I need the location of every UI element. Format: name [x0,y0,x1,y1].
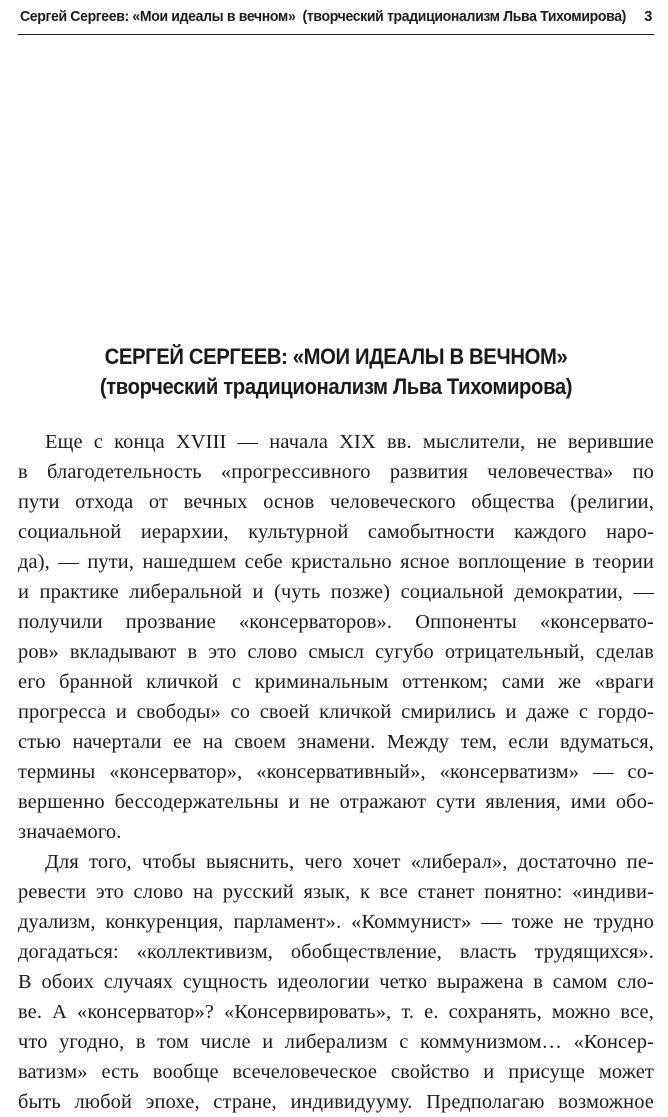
text-line: Для того, чтобы выяснить, чего хочет «либерал», достаточно пе- [45,851,654,873]
text-line: ве. А «консерватор»? «Консервировать», т. е. сохранять, можно все, [18,1001,654,1023]
text-line: быть любой эпохе, стране, индивидууму. Предполагаю возможное [18,1091,654,1113]
page-number: 3 [644,9,652,25]
text-line: получили прозвание «консерваторов». Оппоненты «консервато- [18,611,654,633]
text-line: значаемого. [18,821,122,843]
text-line: ров» вкладывают в это слово смысл сугубо отрицательный, сделав [18,641,654,663]
text-line: дуализм, конкуренция, парламент». «Коммунист» — тоже не трудно [18,911,654,933]
text-line: что угодно, в том числе и либерализм с коммунизмом… «Консер- [18,1031,654,1053]
text-line: социальной иерархии, культурной самобытности каждого наро- [18,521,654,543]
text-line: ватизм» есть вообще всечеловеческое свойство и присуще может [18,1061,654,1083]
text-line: термины «консерватор», «консервативный», «консерватизм» — со- [18,761,654,783]
text-line: В обоих случаях сущность идеологии четко выражена в самом сло- [18,971,654,993]
text-line: и практике либеральной и (чуть позже) социальной демократии, — [18,581,654,603]
text-line: вершенно бессодержательны и не отражают сути явления, ими обо- [18,791,654,813]
text-line: его бранной кличкой с криминальным оттенком; сами же «враги [18,671,654,693]
chapter-title [18,342,654,402]
text-line: да), — пути, нашедшем себе кристально ясное воплощение в теории [18,551,654,573]
text-line: стью начертали ее на своем знамени. Между тем, если вдуматься, [18,731,654,753]
chapter-title-line-2: (творческий традиционализм Льва Тихомирова) [99,374,573,399]
text-line: пути отхода от вечных основ человеческого общества (религии, [18,491,654,513]
chapter-title-line-1: СЕРГЕЙ СЕРГЕЕВ: «МОИ ИДЕАЛЫ В ВЕЧНОМ» [104,344,568,369]
text-line: прогресса и свободы» со своей кличкой смирились и даже с гордо- [18,701,654,723]
text-line: Еще с конца XVIII — начала XIX вв. мыслители, не верившие [45,431,654,453]
text-line: ревести это слово на русский язык, к все станет понятно: «индиви- [18,881,654,903]
text-line: догадаться: «коллективизм, обобществление, власть трудящихся». [18,941,654,963]
text-line: в благодетельность «прогрессивного развития человечества» по [18,461,654,483]
body-text [18,427,654,1117]
running-head [18,4,654,35]
running-head-title: Сергей Сергеев: «Мои идеалы в вечном» (творческий традиционализм Льва Тихомирова) [20,9,626,25]
